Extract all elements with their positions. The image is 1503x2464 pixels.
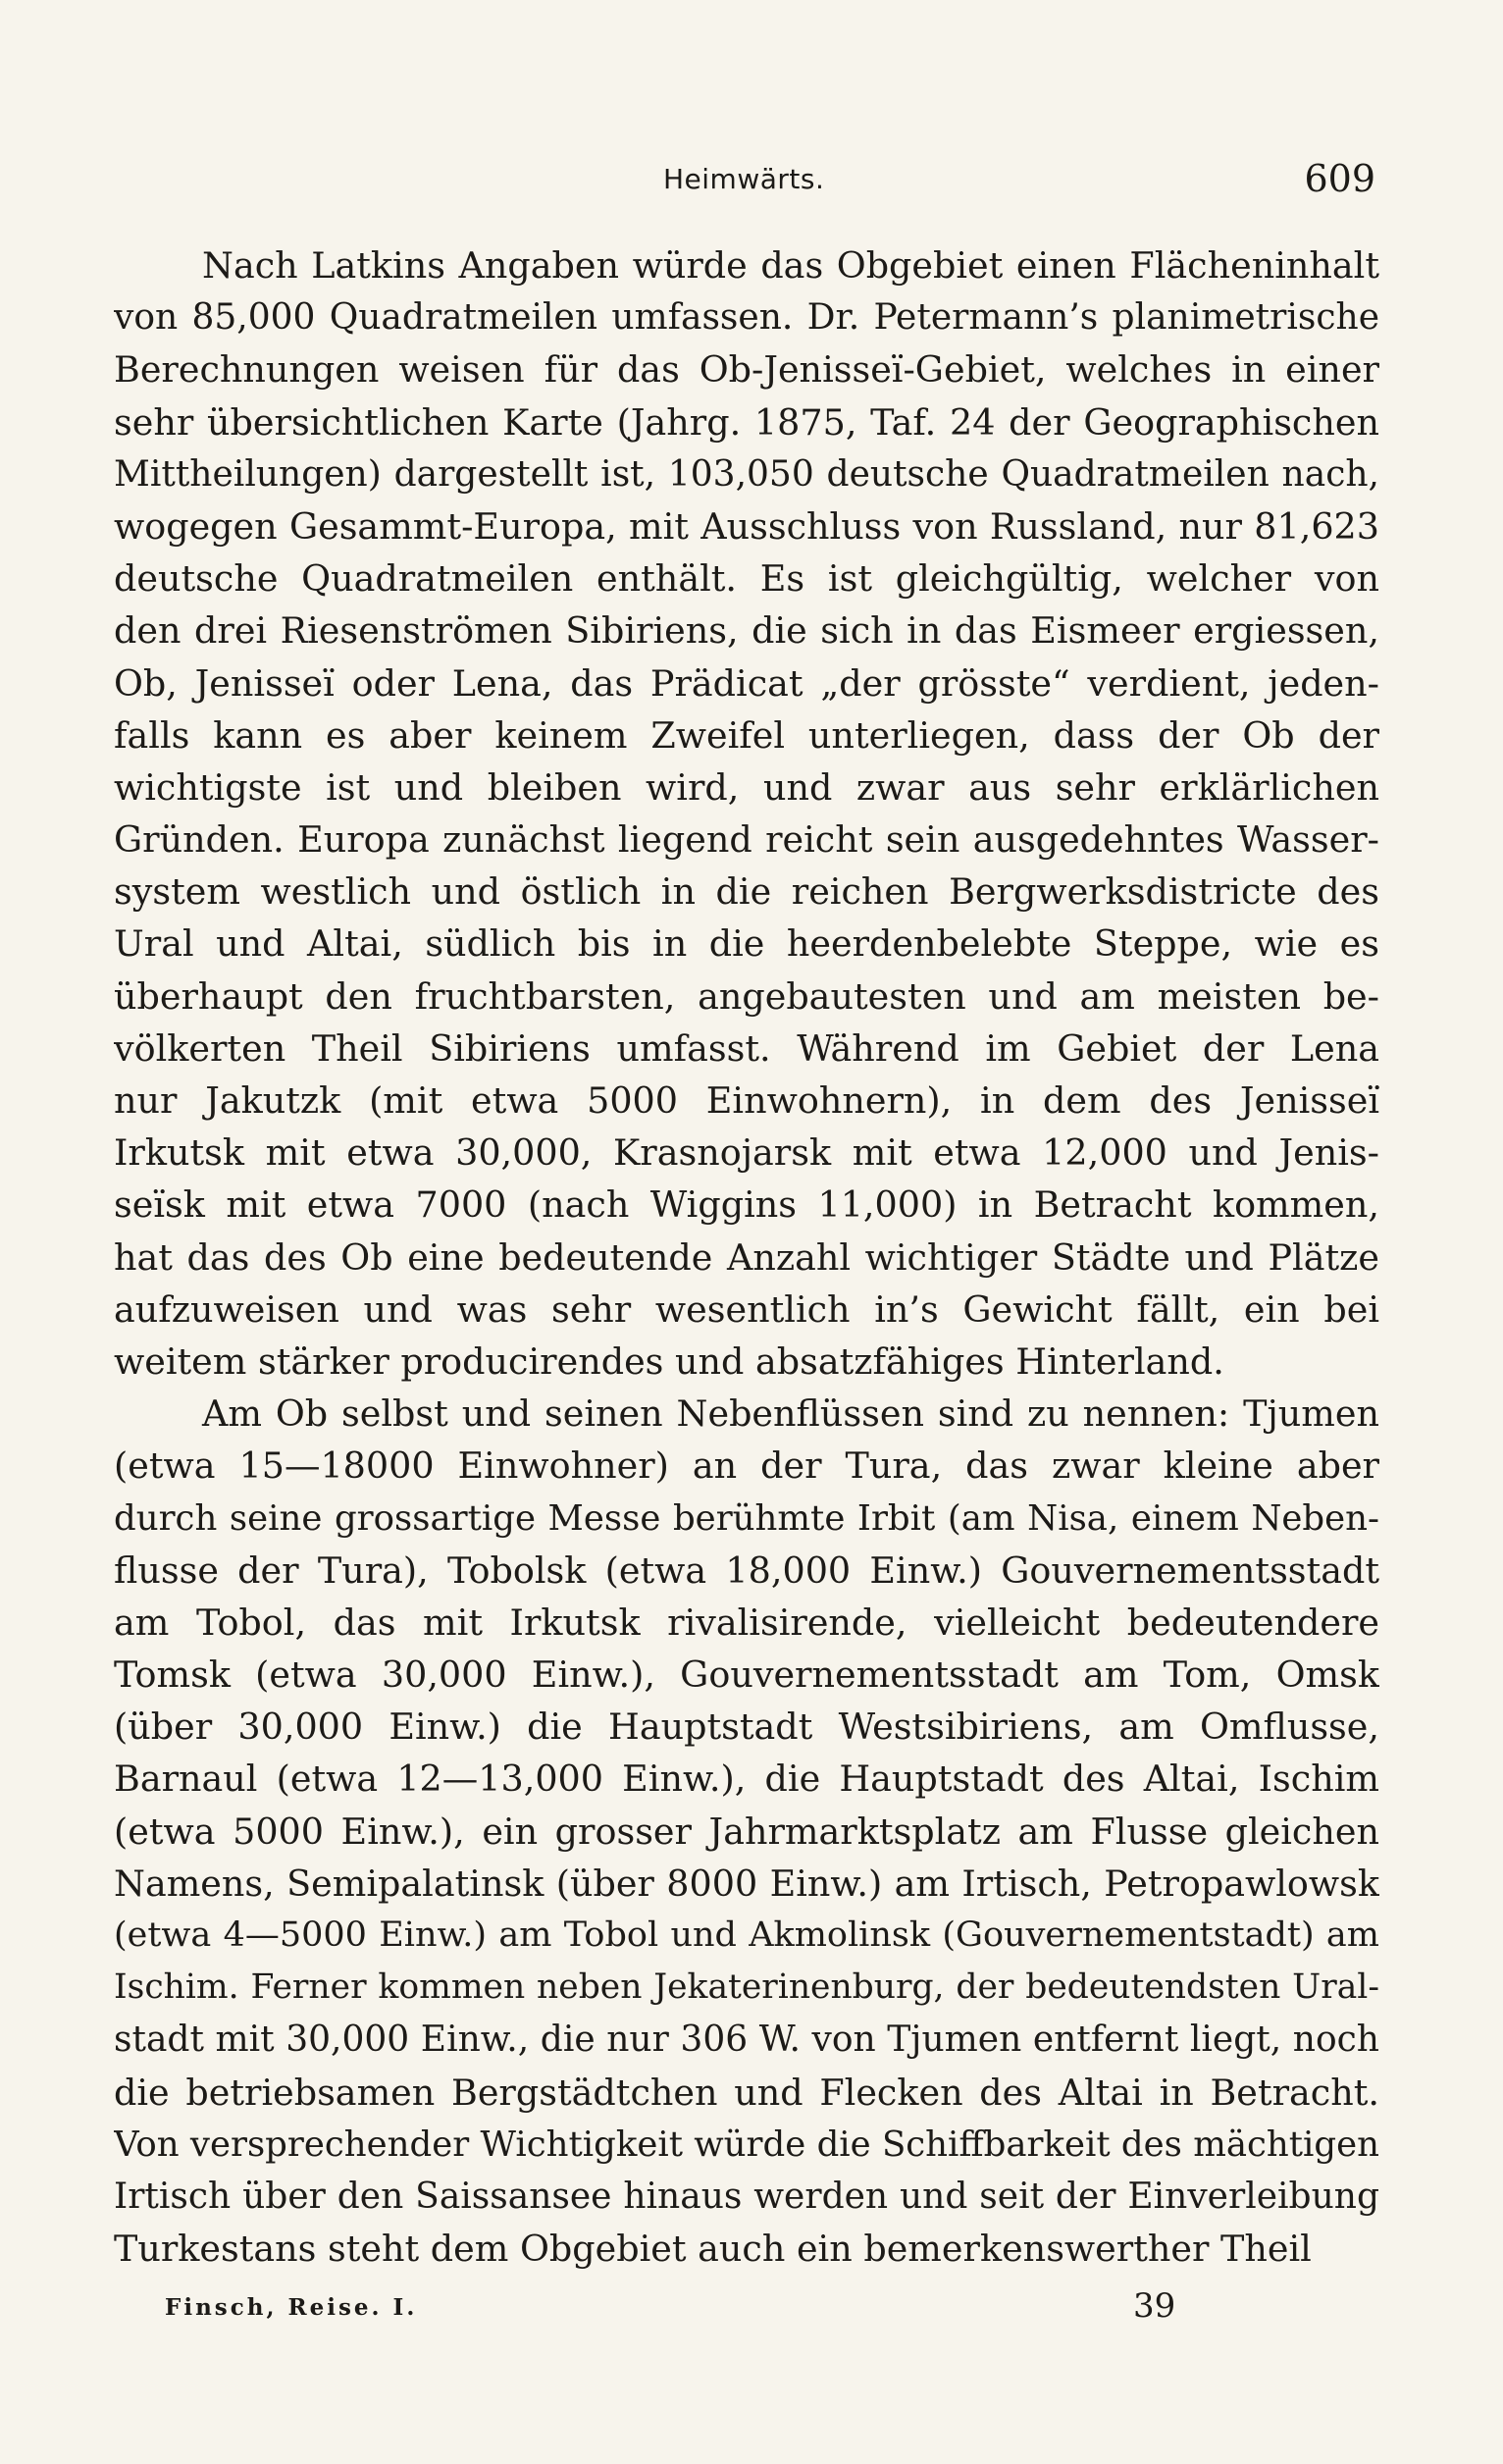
text-line: deutsche Quadratmeilen enthält. Es ist gleichgültig, welcher von (114, 557, 1379, 601)
text-line: Namens, Semipalatinsk (über 8000 Einw.) am Irtisch, Petropawlowsk (114, 1861, 1379, 1905)
body-text (114, 239, 1379, 2275)
text-line: falls kann es aber keinem Zweifel unterliegen, dass der Ob der (114, 713, 1379, 757)
text-line: Nach Latkins Angaben würde das Obgebiet einen Flächeninhalt (202, 244, 1379, 287)
page-number: 609 (1304, 157, 1375, 200)
sheet-mark: 39 (1133, 2286, 1176, 2326)
text-line: die betriebsamen Bergstädtchen und Flecken des Altai in Betracht. (114, 2071, 1379, 2114)
text-line: nur Jakutzk (mit etwa 5000 Einwohnern), in dem des Jenisseï (114, 1079, 1379, 1122)
text-line: weitem stärker producirendes und absatzfähiges Hinterland. (114, 1339, 1224, 1383)
page-footer (0, 2286, 1503, 2335)
text-line: Tomsk (etwa 30,000 Einw.), Gouvernementsstadt am Tom, Omsk (114, 1653, 1379, 1697)
text-line: Irkutsk mit etwa 30,000, Krasnojarsk mit etwa 12,000 und Jenis- (114, 1131, 1379, 1175)
running-head (0, 157, 1503, 206)
text-line: seïsk mit etwa 7000 (nach Wiggins 11,000) in Betracht kommen, (114, 1183, 1379, 1227)
text-line: Irtisch über den Saissansee hinaus werden und seit der Einverleibung (114, 2176, 1379, 2217)
paragraph (114, 239, 1379, 1388)
text-line: Turkestans steht dem Obgebiet auch ein bemerkenswerther Theil (114, 2228, 1312, 2271)
text-line: Mittheilungen) dargestellt ist, 103,050 deutsche Quadratmeilen nach, (114, 453, 1379, 495)
text-line: (über 30,000 Einw.) die Hauptstadt Westsibiriens, am Omflusse, (114, 1705, 1379, 1749)
text-line: den drei Riesenströmen Sibiriens, die sich in das Eismeer ergiessen, (114, 609, 1379, 653)
text-line: (etwa 5000 Einw.), ein grosser Jahrmarktsplatz am Flusse gleichen (114, 1809, 1379, 1853)
text-line: völkerten Theil Sibiriens umfasst. Während im Gebiet der Lena (114, 1026, 1379, 1070)
text-line: aufzuweisen und was sehr wesentlich in’s Gewicht fällt, ein bei (114, 1287, 1379, 1331)
text-line: Barnaul (etwa 12—13,000 Einw.), die Hauptstadt des Altai, Ischim (114, 1757, 1379, 1801)
text-line: flusse der Tura), Tobolsk (etwa 18,000 Einw.) Gouvernementsstadt (114, 1548, 1379, 1592)
text-line: Gründen. Europa zunächst liegend reicht sein ausgedehntes Wasser- (114, 818, 1379, 862)
paragraph (114, 1388, 1379, 2275)
printer-signature: Finsch, Reise. I. (165, 2294, 418, 2321)
text-line: wichtigste ist und bleiben wird, und zwar aus sehr erklärlichen (114, 765, 1379, 809)
text-line: von 85,000 Quadratmeilen umfassen. Dr. Petermann’s planimetrische (114, 297, 1379, 339)
text-line: am Tobol, das mit Irkutsk rivalisirende, vielleicht bedeutendere (114, 1600, 1379, 1644)
text-line: Ural und Altai, südlich bis in die heerdenbelebte Steppe, wie es (114, 922, 1379, 966)
running-head-title: Heimwärts. (663, 163, 825, 195)
text-line: system westlich und östlich in die reichen Bergwerksdistricte des (114, 870, 1379, 914)
text-line: (etwa 4—5000 Einw.) am Tobol und Akmolinsk (Gouvernementstadt) am (114, 1915, 1379, 1955)
text-line: Berechnungen weisen für das Ob-Jenisseï-Gebiet, welches in einer (114, 348, 1379, 392)
text-line: wogegen Gesammt-Europa, mit Ausschluss von Russland, nur 81,623 (114, 504, 1379, 548)
text-line: durch seine grossartige Messe berühmte Irbit (am Nisa, einem Neben- (114, 1497, 1379, 1539)
text-line: Von versprechender Wichtigkeit würde die Schiffbarkeit des mächtigen (114, 2123, 1379, 2165)
text-line: stadt mit 30,000 Einw., die nur 306 W. von Tjumen entfernt liegt, noch (114, 2019, 1379, 2061)
text-line: überhaupt den fruchtbarsten, angebautesten und am meisten be- (114, 974, 1379, 1018)
text-line: Am Ob selbst und seinen Nebenflüssen sind zu nennen: Tjumen (202, 1392, 1379, 1436)
text-line: hat das des Ob eine bedeutende Anzahl wichtiger Städte und Plätze (114, 1235, 1379, 1279)
text-line: Ob, Jenisseï oder Lena, das Prädicat „der grösste“ verdient, jeden- (114, 661, 1379, 705)
text-line: (etwa 15—18000 Einwohner) an der Tura, das zwar kleine aber (114, 1444, 1379, 1488)
text-line: Ischim. Ferner kommen neben Jekaterinenburg, der bedeutendsten Ural- (114, 1967, 1379, 2008)
text-line: sehr übersichtlichen Karte (Jahrg. 1875, Taf. 24 der Geographischen (114, 400, 1379, 444)
